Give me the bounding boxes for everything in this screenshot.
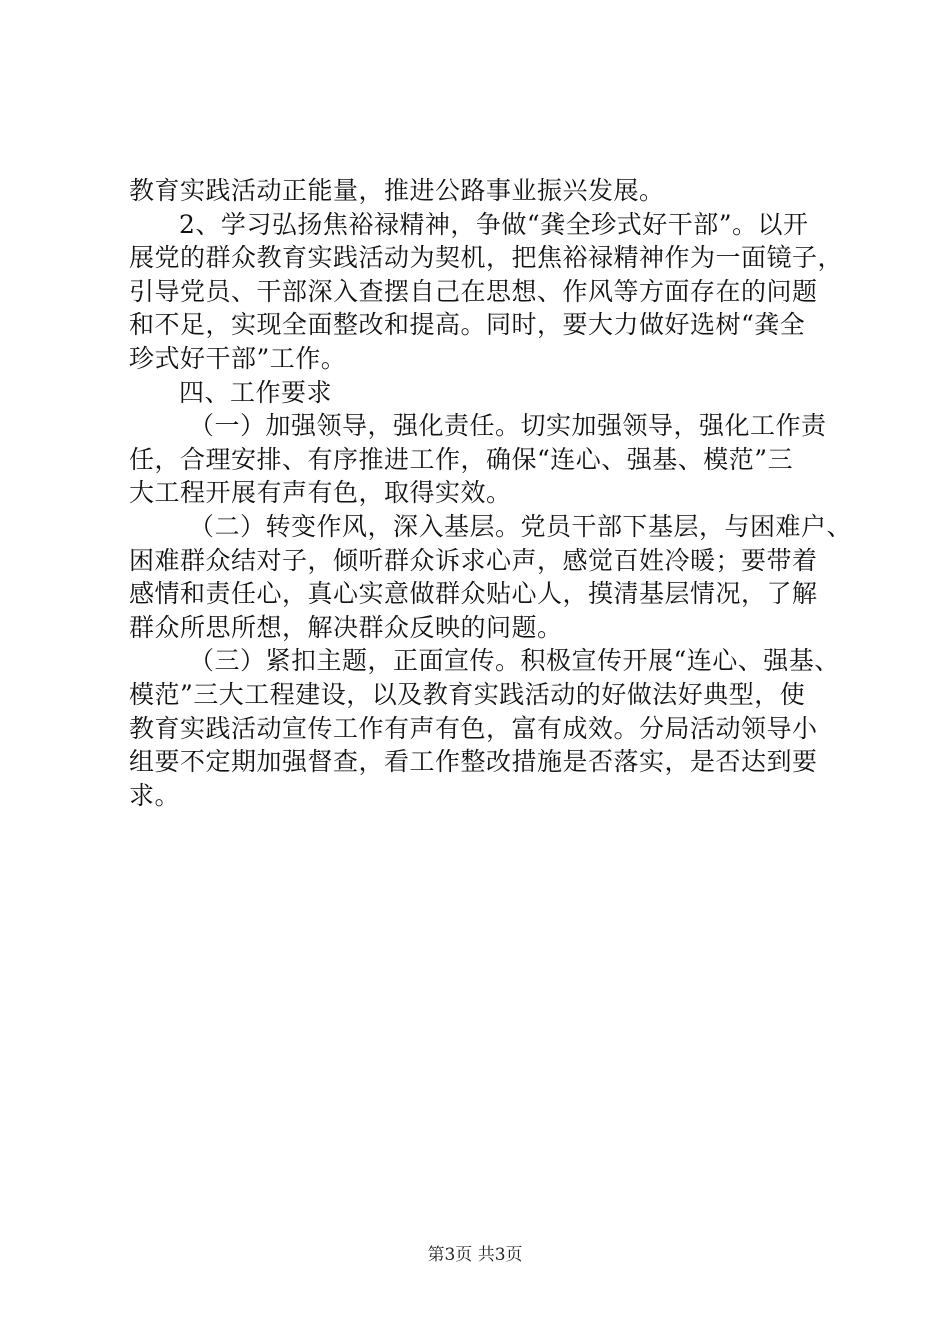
text-line: 教育实践活动正能量，推进公路事业振兴发展。 xyxy=(129,176,665,205)
text-line: 模范”三大工程建设，以及教育实践活动的好做法好典型，使 xyxy=(129,679,806,709)
text-line: 2、学习弘扬焦裕禄精神，争做“龚全珍式好干部”。以开 xyxy=(179,209,809,239)
text-line: 教育实践活动宣传工作有声有色，富有成效。分局活动领导小 xyxy=(129,713,818,743)
text-line: 引导党员、干部深入查摆自己在思想、作风等方面存在的问题 xyxy=(129,276,818,306)
text-line: 大工程开展有声有色，取得实效。 xyxy=(129,478,512,508)
text-line: （三）紧扣主题，正面宣传。积极宣传开展“连心、强基、 xyxy=(189,646,840,676)
text-line: 困难群众结对子，倾听群众诉求心声，感觉百姓冷暖；要带着 xyxy=(129,545,818,575)
text-line: 求。 xyxy=(129,780,181,810)
text-line: 群众所思所想，解决群众反映的问题。 xyxy=(129,612,563,642)
text-line: 珍式好干部”工作。 xyxy=(129,343,347,373)
section-heading: 四、工作要求 xyxy=(179,377,333,407)
text-line: 任，合理安排、有序推进工作，确保“连心、强基、模范”三 xyxy=(129,444,794,474)
text-line: 展党的群众教育实践活动为契机，把焦裕禄精神作为一面镜子， xyxy=(129,243,844,273)
text-line: （二）转变作风，深入基层。党员干部下基层，与困难户、 xyxy=(189,511,853,541)
text-line: 组要不定期加强督查，看工作整改措施是否落实，是否达到要 xyxy=(129,747,818,777)
text-line: （一）加强领导，强化责任。切实加强领导，强化工作责 xyxy=(189,411,827,441)
text-line: 和不足，实现全面整改和提高。同时，要大力做好选树“龚全 xyxy=(129,310,806,340)
document-body xyxy=(129,174,853,812)
text-line: 感情和责任心，真心实意做群众贴心人，摸清基层情况，了解 xyxy=(129,579,818,609)
page-number-footer: 第3页 共3页 xyxy=(427,1245,523,1265)
